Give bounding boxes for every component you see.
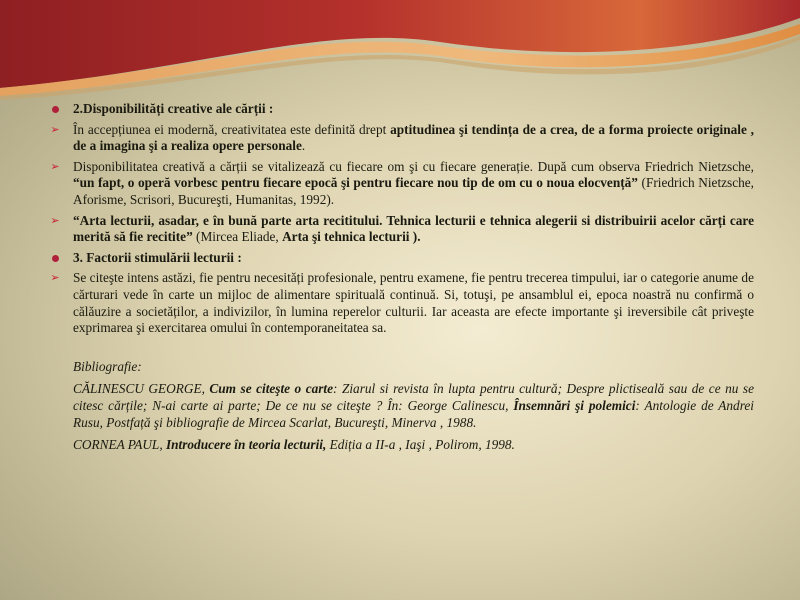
slide-content (48, 101, 754, 460)
arrow-bullet-icon: ➢ (50, 160, 60, 173)
list-item (48, 270, 754, 336)
list-item-text (73, 101, 754, 118)
bold-text: aptitudinea şi tendința de a crea, de a forma proiecte originale , de a imagina şi a realiza opere personale (73, 121, 754, 154)
list-item (48, 159, 754, 209)
list-item (48, 101, 754, 118)
text-run: Se citeşte intens astăzi, fie pentru necesități profesionale, pentru examene, fie pentru trecerea timpului, iar o categorie anume de cărturari vede în carte un mijloc de alimentare spirituală continuă. Si, totuşi, pe ansamblul ei, epoca noastră nu confirmă o călăuzire a societăților, a indivizilor, în lumina reperelor culturii. Iar aceasta are efecte importante şi ireversibile cât priveşte exprimarea şi exercitarea omului în contemporaneitatea sa. (73, 270, 754, 336)
list-item-text (73, 122, 754, 155)
bold-text: 2.Disponibilități creative ale cărții : (73, 101, 274, 116)
text-run: . (301, 138, 306, 154)
bold-text: Însemnări şi polemici (513, 397, 636, 413)
list-item (48, 213, 754, 246)
text-run: CĂLINESCU GEORGE, (73, 381, 210, 397)
text-run: Disponibilitatea creativă a cărții se vitalizează cu fiecare om şi cu fiecare generație. După cum observa Friedrich Nietzsche, (73, 158, 754, 174)
text-run: Ediția a II-a , Iaşi , Polirom, 1998. (326, 437, 515, 453)
round-bullet-icon (48, 250, 62, 267)
text-run: (Friedrich Nietzsche, Aforisme, Scrisori, Bucureşti, Humanitas, 1992). (73, 175, 755, 207)
bullet-list (48, 101, 754, 337)
bold-text: 3. Factorii stimulării lecturii : (73, 249, 242, 265)
list-item-text (73, 159, 754, 209)
decorative-header-banner (0, 0, 800, 100)
bibliography-entries (73, 381, 754, 453)
text-run: În accepțiunea ei modernă, creativitatea este definită drept (73, 121, 391, 137)
text-run: : Antologie de Andrei Rusu, Postfață şi bibliografie de Mircea Scarlat, Bucureşti, Minerva , 1988. (73, 397, 754, 430)
bold-text: Arta şi tehnica lecturii ). (282, 229, 421, 245)
bold-text: “un fapt, o operă vorbesc pentru fiecare epocă şi pentru fiecare nou tip de om cu o noua elocvență” (73, 175, 638, 191)
arrow-bullet-icon: ➢ (50, 272, 60, 285)
list-item-text (73, 213, 754, 246)
bold-text: Cum se citeşte o carte (209, 381, 334, 397)
bold-text: Introducere în teoria lecturii, (165, 437, 327, 453)
bibliography-entry (73, 437, 754, 454)
text-run: : Ziarul si revista în lupta pentru cultură; Despre plictiseală sau de ce nu se citesc cărțile; N-ai carte ai parte; De ce nu se citeşte ? În: George Calinescu, (73, 381, 754, 413)
list-item-text (73, 250, 754, 267)
arrow-bullet-icon: ➢ (50, 214, 60, 227)
text-run: CORNEA PAUL, (73, 437, 166, 453)
list-item (48, 250, 754, 267)
bold-text: “Arta lecturii, asadar, e în bună parte arta recititului. Tehnica lecturii e tehnica alegerii si distribuirii acelor cărți care merită să fie recitite” (73, 212, 754, 245)
list-item (48, 122, 754, 155)
bibliography-entry (73, 381, 754, 431)
bibliography (48, 359, 754, 454)
bibliography-heading: Bibliografie: (73, 358, 142, 374)
text-run: (Mircea Eliade, (192, 229, 283, 245)
list-item-text (73, 270, 754, 336)
round-bullet-icon (48, 101, 62, 118)
arrow-bullet-icon: ➢ (50, 123, 60, 136)
